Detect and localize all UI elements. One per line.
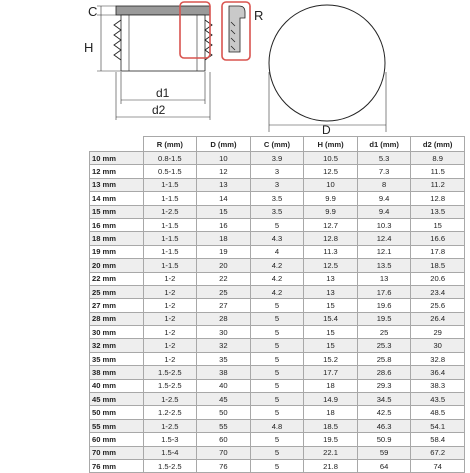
table-row [90, 245, 465, 258]
cell-c: 4.2 [250, 259, 304, 272]
cell-size: 38 mm [90, 366, 144, 379]
table-row [90, 299, 465, 312]
cell-size: 45 mm [90, 393, 144, 406]
cell-c: 5 [250, 379, 304, 392]
cell-r: 1-2 [143, 339, 197, 352]
cell-h: 12.8 [304, 232, 358, 245]
cell-h: 12.7 [304, 218, 358, 231]
cell-d2: 36.4 [411, 366, 465, 379]
cell-d: 15 [197, 205, 251, 218]
cell-d1: 25.3 [357, 339, 411, 352]
cell-d2: 17.8 [411, 245, 465, 258]
cell-c: 5 [250, 339, 304, 352]
cell-d: 45 [197, 393, 251, 406]
cell-r: 1-2 [143, 272, 197, 285]
column-header-r: R (mm) [143, 137, 197, 152]
cell-d2: 74 [411, 459, 465, 472]
cell-d: 12 [197, 165, 251, 178]
radius-detail-profile [229, 6, 245, 52]
table-row [90, 205, 465, 218]
table-row [90, 406, 465, 419]
cell-h: 14.9 [304, 393, 358, 406]
cell-d2: 15 [411, 218, 465, 231]
cell-c: 4.2 [250, 285, 304, 298]
cell-d: 10 [197, 152, 251, 165]
cell-d: 70 [197, 446, 251, 459]
table-row [90, 152, 465, 165]
cell-d: 28 [197, 312, 251, 325]
cell-d1: 59 [357, 446, 411, 459]
cell-d2: 48.5 [411, 406, 465, 419]
cell-r: 1-1.5 [143, 245, 197, 258]
cell-d: 76 [197, 459, 251, 472]
cell-size: 76 mm [90, 459, 144, 472]
cell-size: 35 mm [90, 352, 144, 365]
cell-r: 1-2 [143, 299, 197, 312]
cell-d2: 30 [411, 339, 465, 352]
cell-d1: 17.6 [357, 285, 411, 298]
cell-r: 0.5-1.5 [143, 165, 197, 178]
cell-h: 21.8 [304, 459, 358, 472]
cell-d1: 9.4 [357, 192, 411, 205]
table-row [90, 285, 465, 298]
cell-d2: 8.9 [411, 152, 465, 165]
cell-size: 40 mm [90, 379, 144, 392]
cell-h: 19.5 [304, 433, 358, 446]
cell-d2: 12.8 [411, 192, 465, 205]
cell-d: 30 [197, 326, 251, 339]
cap-top-view-circle [269, 5, 385, 121]
cell-d: 40 [197, 379, 251, 392]
cell-r: 1-1.5 [143, 192, 197, 205]
cell-size: 16 mm [90, 218, 144, 231]
cell-d: 35 [197, 352, 251, 365]
cell-d: 60 [197, 433, 251, 446]
table-header-row [90, 137, 465, 152]
column-header-c: C (mm) [250, 137, 304, 152]
cell-c: 5 [250, 433, 304, 446]
cell-d2: 38.3 [411, 379, 465, 392]
cell-d: 19 [197, 245, 251, 258]
cell-size: 19 mm [90, 245, 144, 258]
cell-c: 4.8 [250, 419, 304, 432]
cell-r: 1.5-2.5 [143, 366, 197, 379]
cell-d1: 13.5 [357, 259, 411, 272]
cap-side-view [114, 6, 212, 71]
cell-size: 55 mm [90, 419, 144, 432]
table-row [90, 312, 465, 325]
label-d1: d1 [156, 86, 170, 100]
cell-r: 1-2.5 [143, 419, 197, 432]
cell-d: 27 [197, 299, 251, 312]
cell-c: 3 [250, 165, 304, 178]
cell-h: 22.1 [304, 446, 358, 459]
cell-h: 13 [304, 272, 358, 285]
cell-c: 5 [250, 393, 304, 406]
cell-d2: 16.6 [411, 232, 465, 245]
table-row [90, 446, 465, 459]
cell-r: 1-2 [143, 352, 197, 365]
cell-d1: 7.3 [357, 165, 411, 178]
cell-d1: 64 [357, 459, 411, 472]
cell-size: 50 mm [90, 406, 144, 419]
table-row [90, 232, 465, 245]
cell-c: 5 [250, 352, 304, 365]
cell-d: 25 [197, 285, 251, 298]
cell-c: 4.2 [250, 272, 304, 285]
cell-r: 1-1.5 [143, 178, 197, 191]
cell-size: 10 mm [90, 152, 144, 165]
technical-drawing [0, 0, 470, 136]
cell-h: 17.7 [304, 366, 358, 379]
cell-r: 1.5-2.5 [143, 379, 197, 392]
cell-d2: 26.4 [411, 312, 465, 325]
cell-size: 12 mm [90, 165, 144, 178]
cell-d1: 13 [357, 272, 411, 285]
column-header-h: H (mm) [304, 137, 358, 152]
cell-r: 1.5-2.5 [143, 459, 197, 472]
cell-d1: 42.5 [357, 406, 411, 419]
column-header-d2: d2 (mm) [411, 137, 465, 152]
cell-size: 27 mm [90, 299, 144, 312]
cell-size: 13 mm [90, 178, 144, 191]
cell-c: 5 [250, 459, 304, 472]
table-row [90, 218, 465, 231]
cell-h: 18 [304, 379, 358, 392]
table-row [90, 326, 465, 339]
cell-c: 5 [250, 312, 304, 325]
cell-size: 70 mm [90, 446, 144, 459]
cell-r: 1-2 [143, 326, 197, 339]
cell-size: 25 mm [90, 285, 144, 298]
table-row [90, 352, 465, 365]
cell-c: 5 [250, 446, 304, 459]
table-row [90, 272, 465, 285]
cell-r: 1-2 [143, 285, 197, 298]
table-row [90, 178, 465, 191]
cell-size: 14 mm [90, 192, 144, 205]
cell-d: 18 [197, 232, 251, 245]
label-h: H [84, 40, 94, 55]
cell-r: 1-1.5 [143, 232, 197, 245]
cell-h: 15 [304, 339, 358, 352]
label-r: R [254, 8, 264, 23]
cell-d1: 29.3 [357, 379, 411, 392]
cell-c: 5 [250, 366, 304, 379]
cell-c: 3.9 [250, 152, 304, 165]
cell-d1: 12.4 [357, 232, 411, 245]
cell-d2: 43.5 [411, 393, 465, 406]
cell-r: 1.5-3 [143, 433, 197, 446]
cell-d2: 29 [411, 326, 465, 339]
cell-h: 15.2 [304, 352, 358, 365]
cell-d1: 25 [357, 326, 411, 339]
table-row [90, 433, 465, 446]
cell-size: 30 mm [90, 326, 144, 339]
cell-d: 14 [197, 192, 251, 205]
cell-c: 3.5 [250, 192, 304, 205]
column-header-size [90, 137, 144, 152]
cell-d2: 58.4 [411, 433, 465, 446]
cell-size: 32 mm [90, 339, 144, 352]
cap-top-flange [116, 6, 210, 15]
cell-size: 18 mm [90, 232, 144, 245]
cell-d2: 11.5 [411, 165, 465, 178]
cell-c: 4.3 [250, 232, 304, 245]
cell-d: 20 [197, 259, 251, 272]
cell-d1: 28.6 [357, 366, 411, 379]
cell-r: 1-1.5 [143, 218, 197, 231]
cell-r: 1-2.5 [143, 205, 197, 218]
cell-d: 55 [197, 419, 251, 432]
cell-d2: 67.2 [411, 446, 465, 459]
cell-d2: 18.5 [411, 259, 465, 272]
cell-r: 1.5-4 [143, 446, 197, 459]
cell-c: 5 [250, 218, 304, 231]
cell-h: 15 [304, 299, 358, 312]
cell-d: 32 [197, 339, 251, 352]
table-row [90, 259, 465, 272]
table-row [90, 459, 465, 472]
cell-h: 10.5 [304, 152, 358, 165]
cell-d: 16 [197, 218, 251, 231]
cell-r: 0.8-1.5 [143, 152, 197, 165]
cell-h: 9.9 [304, 192, 358, 205]
cell-r: 1-2 [143, 312, 197, 325]
cell-d1: 34.5 [357, 393, 411, 406]
cell-d1: 19.6 [357, 299, 411, 312]
cell-d1: 46.3 [357, 419, 411, 432]
cell-c: 4 [250, 245, 304, 258]
table-row [90, 419, 465, 432]
column-header-d1: d1 (mm) [357, 137, 411, 152]
cell-d: 50 [197, 406, 251, 419]
cell-h: 12.5 [304, 165, 358, 178]
cell-h: 11.3 [304, 245, 358, 258]
cell-c: 3.5 [250, 205, 304, 218]
cell-size: 22 mm [90, 272, 144, 285]
cell-d2: 54.1 [411, 419, 465, 432]
cell-d1: 25.8 [357, 352, 411, 365]
cell-size: 20 mm [90, 259, 144, 272]
cell-d1: 12.1 [357, 245, 411, 258]
size-specification-table [89, 136, 465, 473]
cell-d1: 5.3 [357, 152, 411, 165]
cell-d1: 19.5 [357, 312, 411, 325]
cell-h: 12.5 [304, 259, 358, 272]
cell-c: 5 [250, 299, 304, 312]
cell-d1: 8 [357, 178, 411, 191]
cell-d: 22 [197, 272, 251, 285]
cell-h: 9.9 [304, 205, 358, 218]
right-fins [205, 20, 212, 60]
cell-size: 28 mm [90, 312, 144, 325]
cell-d1: 50.9 [357, 433, 411, 446]
cell-r: 1-2.5 [143, 393, 197, 406]
cell-d2: 25.6 [411, 299, 465, 312]
cell-d1: 9.4 [357, 205, 411, 218]
table-row [90, 192, 465, 205]
cell-size: 15 mm [90, 205, 144, 218]
cell-c: 5 [250, 406, 304, 419]
cell-h: 15.4 [304, 312, 358, 325]
cell-h: 13 [304, 285, 358, 298]
cell-d: 13 [197, 178, 251, 191]
cell-d2: 20.6 [411, 272, 465, 285]
cell-r: 1-1.5 [143, 259, 197, 272]
column-header-d: D (mm) [197, 137, 251, 152]
cell-d2: 13.5 [411, 205, 465, 218]
cell-h: 18.5 [304, 419, 358, 432]
label-d2: d2 [152, 103, 166, 117]
cell-h: 15 [304, 326, 358, 339]
table-row [90, 366, 465, 379]
table-row [90, 379, 465, 392]
table-row [90, 393, 465, 406]
cell-d2: 32.8 [411, 352, 465, 365]
table-row [90, 339, 465, 352]
cell-r: 1.2-2.5 [143, 406, 197, 419]
cell-d2: 11.2 [411, 178, 465, 191]
table-row [90, 165, 465, 178]
radius-detail [229, 6, 245, 52]
cap-body [121, 15, 205, 71]
cell-c: 3 [250, 178, 304, 191]
cell-c: 5 [250, 326, 304, 339]
cell-d1: 10.3 [357, 218, 411, 231]
cell-d: 38 [197, 366, 251, 379]
cell-size: 60 mm [90, 433, 144, 446]
cell-h: 10 [304, 178, 358, 191]
label-c: C [88, 4, 98, 19]
cell-h: 18 [304, 406, 358, 419]
left-fins [114, 20, 121, 60]
label-d: D [322, 123, 331, 136]
cell-d2: 23.4 [411, 285, 465, 298]
